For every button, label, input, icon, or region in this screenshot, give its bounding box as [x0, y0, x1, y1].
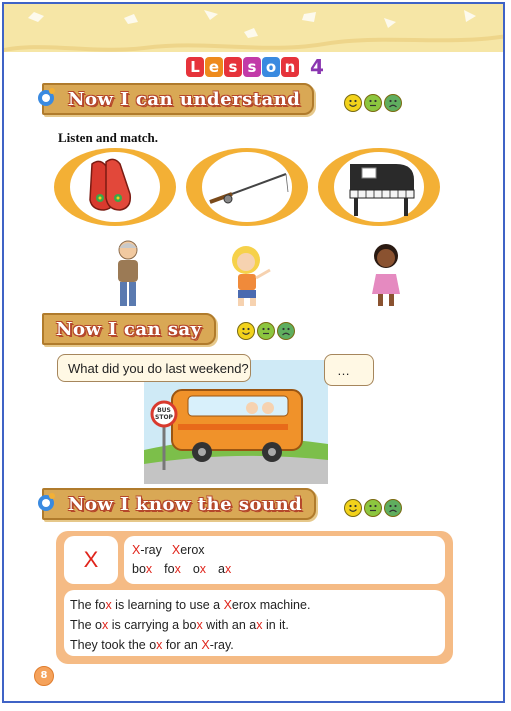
sad-face-icon[interactable]: [277, 322, 295, 340]
sentences-cell: [64, 590, 445, 656]
piano-icon: [334, 152, 424, 222]
sentence-part: for an: [162, 638, 202, 652]
question-text: What did you do last weekend?: [68, 361, 249, 376]
highlight-letter: x: [196, 618, 203, 632]
lesson-letter: e: [205, 57, 223, 77]
word-part: a: [218, 562, 225, 576]
page-number: 8: [34, 666, 54, 686]
example-words-cell: [124, 536, 445, 584]
example-word: [132, 562, 152, 576]
sentence-part: in it.: [262, 618, 289, 632]
speaker-icon: [36, 86, 58, 110]
picture-oval-shoes[interactable]: [54, 148, 176, 226]
bus-stop-sign-line: BUS: [157, 407, 171, 414]
sentence-part: The o: [70, 618, 102, 632]
happy-face-icon[interactable]: [344, 94, 362, 112]
old-man-icon: [110, 238, 146, 310]
section-banner-understand: [42, 84, 314, 114]
sentence-part: is learning to use a: [111, 598, 224, 612]
highlight-letter: x: [225, 562, 232, 576]
highlight-letter: x: [145, 562, 153, 576]
neutral-face-icon[interactable]: [257, 322, 275, 340]
banner-flag: [42, 488, 316, 520]
example-sentences: [70, 595, 310, 655]
example-word: [218, 562, 231, 576]
highlight-letter: x: [174, 562, 181, 576]
highlight-letter: x: [199, 562, 207, 576]
example-sentence: [70, 615, 310, 635]
section-title: Now I can say: [56, 318, 202, 340]
self-assessment-faces: [237, 322, 295, 340]
banner-flag: [42, 83, 314, 115]
lesson-letter: o: [262, 57, 280, 77]
highlight-letter: x: [101, 618, 109, 632]
highlight-letter: x: [105, 598, 112, 612]
bus-stop-sign-line: STOP: [155, 414, 173, 421]
sentence-part: with an a: [202, 618, 257, 632]
highlight-letter: X: [223, 598, 232, 612]
sentence-part: The fo: [70, 598, 106, 612]
sentence-part: -ray.: [209, 638, 234, 652]
sentence-part: is carrying a bo: [108, 618, 197, 632]
word-part: fo: [164, 562, 175, 576]
picture-oval-piano[interactable]: [318, 148, 440, 226]
neutral-face-icon[interactable]: [364, 499, 382, 517]
letter-cell: [64, 536, 118, 584]
sentence-part: erox machine.: [231, 598, 311, 612]
banner-flag: [42, 313, 216, 345]
word-row: [132, 541, 243, 560]
reply-text: …: [337, 363, 350, 378]
lesson-number: 4: [310, 55, 324, 79]
word-row: [132, 560, 243, 579]
example-word: [172, 543, 205, 557]
example-sentence: [70, 635, 310, 655]
picture-oval-fishing-rod[interactable]: [186, 148, 308, 226]
lesson-title: [186, 55, 324, 79]
highlight-letter: X: [132, 543, 141, 557]
example-word: [164, 562, 181, 576]
shoes-icon: [70, 152, 160, 222]
word-part: -ray: [140, 543, 162, 557]
happy-face-icon[interactable]: [344, 499, 362, 517]
example-word: [193, 562, 206, 576]
fishing-rod-icon: [202, 152, 292, 222]
highlight-letter: X: [201, 638, 210, 652]
self-assessment-faces: [344, 94, 402, 112]
speaker-icon: [36, 491, 58, 515]
neutral-face-icon[interactable]: [364, 94, 382, 112]
focus-letter: X: [83, 547, 99, 572]
section-title: Now I know the sound: [68, 493, 303, 515]
highlight-letter: X: [171, 543, 181, 557]
highlight-letter: x: [256, 618, 263, 632]
section-banner-say: [42, 314, 216, 344]
lesson-letter: s: [224, 57, 242, 77]
header-band: [4, 4, 503, 52]
section-title: Now I can understand: [68, 88, 301, 110]
header-wave-decoration: [4, 4, 505, 52]
highlight-letter: x: [156, 638, 163, 652]
sentence-part: They took the o: [70, 638, 157, 652]
self-assessment-faces: [344, 499, 402, 517]
sad-face-icon[interactable]: [384, 499, 402, 517]
word-part: bo: [132, 562, 146, 576]
sad-face-icon[interactable]: [384, 94, 402, 112]
girl-dark-icon: [364, 240, 408, 308]
section-banner-sound: [42, 489, 316, 519]
example-words: [132, 541, 243, 579]
example-word: [132, 543, 162, 557]
bus-stop-sign: [152, 407, 176, 421]
word-part: o: [192, 562, 200, 576]
girl-blonde-icon: [218, 240, 278, 308]
lesson-letter: s: [243, 57, 261, 77]
instruction-text: Listen and match.: [58, 130, 159, 145]
example-sentence: [70, 595, 310, 615]
speech-bubble-question: [57, 354, 251, 382]
word-part: erox: [180, 543, 205, 557]
workbook-page: [2, 2, 505, 703]
phonics-box: [56, 531, 453, 664]
happy-face-icon[interactable]: [237, 322, 255, 340]
lesson-letter: n: [281, 57, 299, 77]
speech-bubble-reply: [324, 354, 374, 386]
lesson-letter: L: [186, 57, 204, 77]
